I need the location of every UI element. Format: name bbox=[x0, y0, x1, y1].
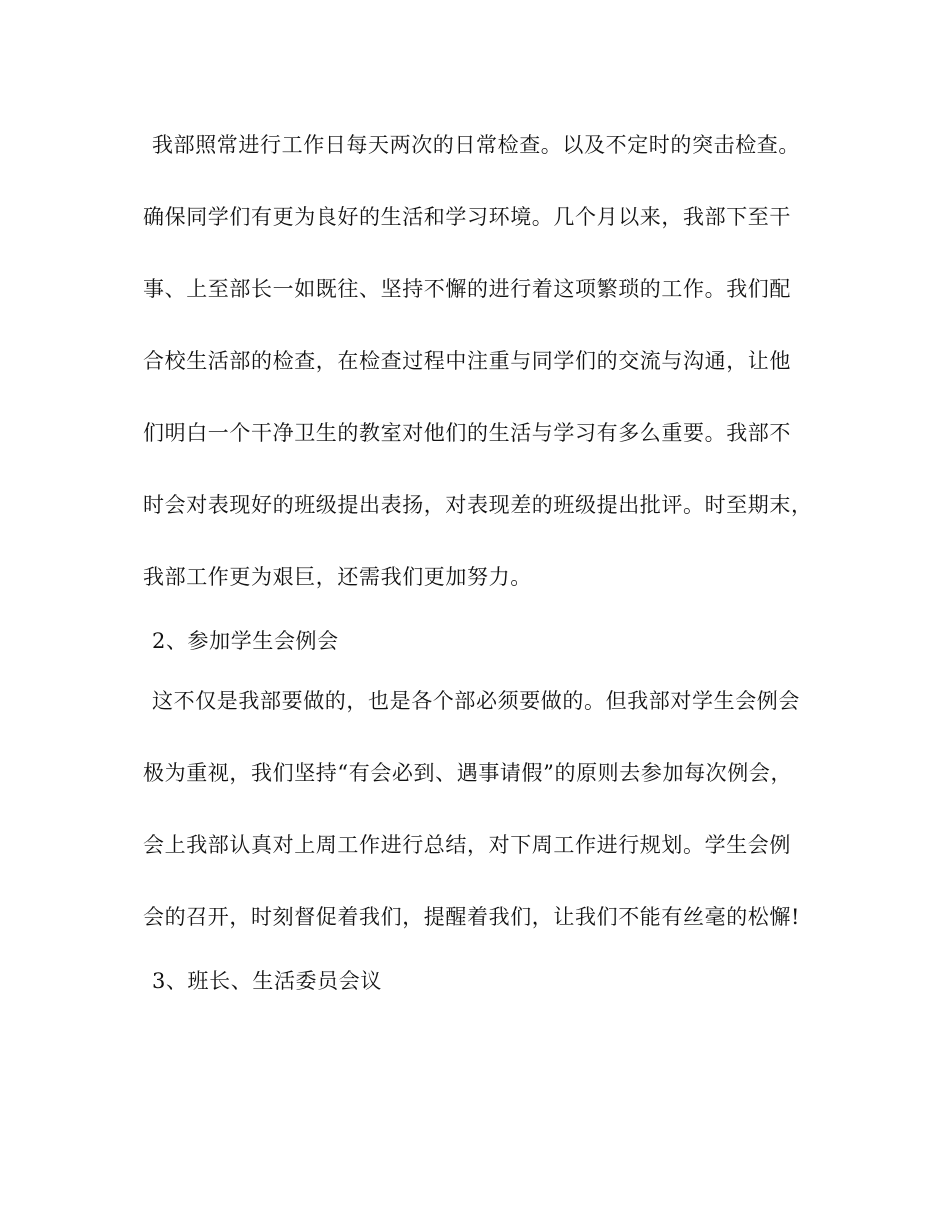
paragraph-line: 会上我部认真对上周工作进行总结，对下周工作进行规划。学生会例 bbox=[143, 833, 791, 857]
paragraph-line: 们明白一个干净卫生的教室对他们的生活与学习有多么重要。我部不 bbox=[143, 421, 791, 445]
section-heading: 2、参加学生会例会 bbox=[152, 629, 339, 653]
paragraph-line: 极为重视，我们坚持“有会必到、遇事请假”的原则去参加每次例会， bbox=[143, 761, 793, 785]
paragraph-line: 合校生活部的检查，在检查过程中注重与同学们的交流与沟通，让他 bbox=[143, 349, 791, 373]
paragraph-line: 我部照常进行工作日每天两次的日常检查。以及不定时的突击检查。 bbox=[152, 133, 800, 157]
paragraph-line: 事、上至部长一如既往、坚持不懈的进行着这项繁琐的工作。我们配 bbox=[143, 277, 791, 301]
section-heading: 3、班长、生活委员会议 bbox=[152, 969, 382, 993]
paragraph-line: 时会对表现好的班级提出表扬，对表现差的班级提出批评。时至期末， bbox=[143, 493, 813, 517]
paragraph-line: 这不仅是我部要做的，也是各个部必须要做的。但我部对学生会例会 bbox=[152, 689, 800, 713]
paragraph-line: 确保同学们有更为良好的生活和学习环境。几个月以来，我部下至干 bbox=[143, 205, 791, 229]
paragraph-line: 我部工作更为艰巨，还需我们更加努力。 bbox=[143, 565, 532, 589]
paragraph-line: 会的召开，时刻督促着我们，提醒着我们，让我们不能有丝毫的松懈! bbox=[143, 905, 801, 929]
